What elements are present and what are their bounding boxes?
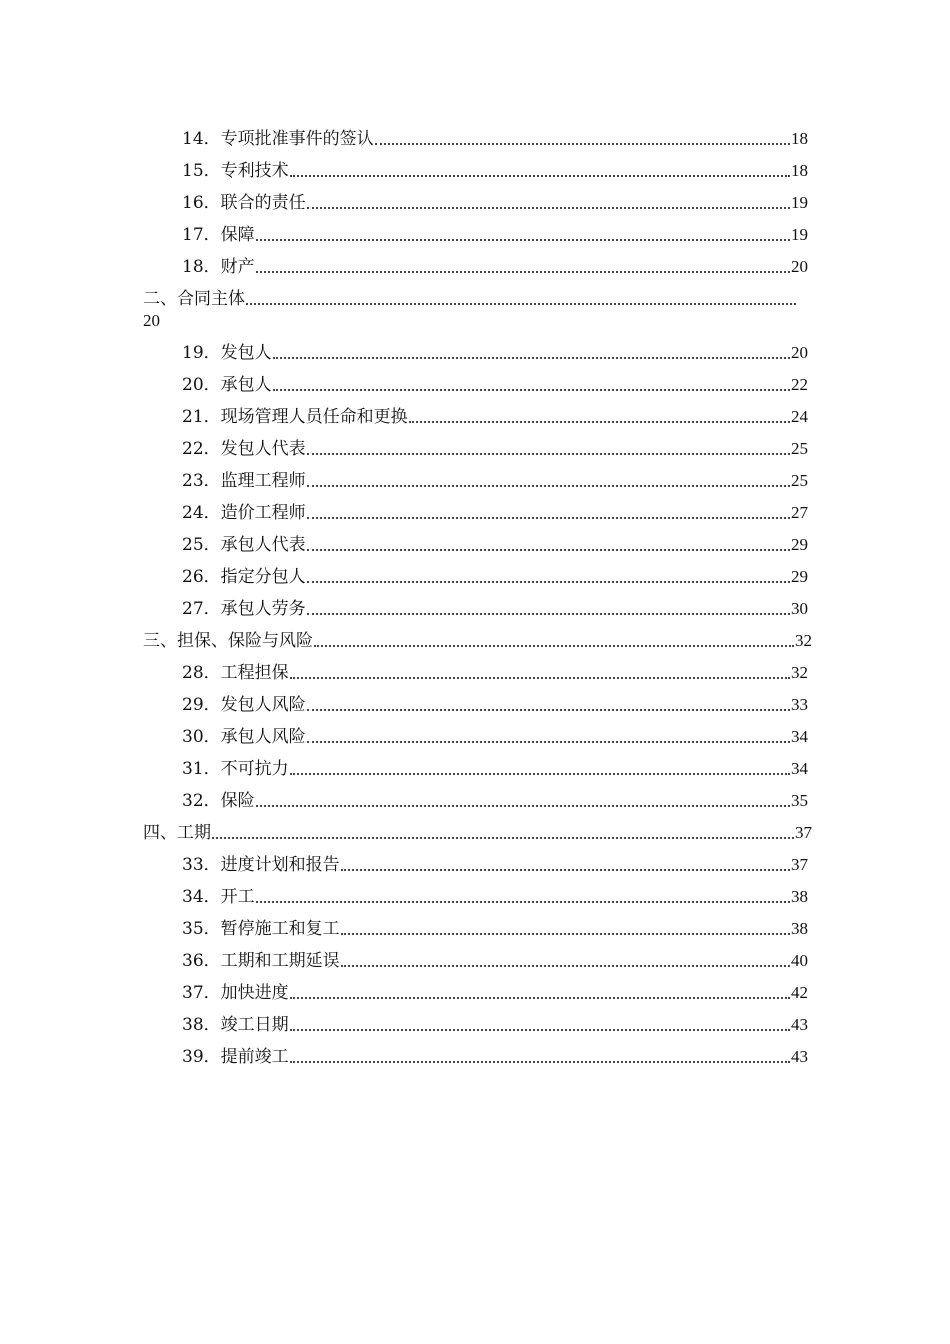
toc-entry-label: 28．工程担保	[182, 663, 289, 683]
toc-entry-label: 32．保险	[182, 791, 255, 811]
toc-entry-page-number: 18	[791, 161, 808, 180]
dot-leader	[341, 965, 790, 967]
dot-leader	[307, 549, 790, 551]
toc-entry-label: 29．发包人风险	[182, 695, 306, 715]
toc-entry-label: 24．造价工程师	[182, 503, 306, 523]
dot-leader	[409, 421, 790, 423]
dot-leader	[290, 1061, 790, 1063]
toc-entry[interactable]	[182, 224, 808, 246]
toc-entry-page-number: 18	[791, 129, 808, 148]
toc-section-entry[interactable]	[143, 630, 812, 652]
dot-leader	[290, 773, 790, 775]
toc-entry-page-number: 43	[791, 1015, 808, 1034]
dot-leader	[307, 517, 790, 519]
toc-entry-label: 30．承包人风险	[182, 727, 306, 747]
toc-entry-label: 17．保障	[182, 225, 255, 245]
toc-entry-page-number: 34	[791, 727, 808, 746]
dot-leader	[273, 357, 790, 359]
toc-entry-page-number: 29	[791, 567, 808, 586]
toc-entry-label: 二、合同主体	[143, 289, 245, 309]
toc-entry[interactable]	[182, 128, 808, 150]
toc-entry[interactable]	[182, 160, 808, 182]
toc-entry[interactable]	[182, 1046, 808, 1068]
toc-entry-label: 39．提前竣工	[182, 1047, 289, 1067]
dot-leader	[307, 453, 790, 455]
dot-leader	[290, 1029, 790, 1031]
toc-entry-page-number: 29	[791, 535, 808, 554]
dot-leader	[246, 303, 796, 305]
toc-entry-label: 27．承包人劳务	[182, 599, 306, 619]
toc-entry-label: 35．暂停施工和复工	[182, 919, 340, 939]
toc-entry-page-number: 43	[791, 1047, 808, 1066]
toc-entry[interactable]	[182, 192, 808, 214]
dot-leader	[256, 271, 790, 273]
toc-entry[interactable]	[182, 726, 808, 748]
toc-entry[interactable]	[182, 982, 808, 1004]
dot-leader	[307, 741, 790, 743]
toc-entry-label: 三、担保、保险与风险	[143, 631, 313, 651]
toc-entry-label: 37．加快进度	[182, 983, 289, 1003]
toc-entry-label: 16．联合的责任	[182, 193, 306, 213]
toc-entry-page-number: 25	[791, 471, 808, 490]
toc-entry-label: 18．财产	[182, 257, 255, 277]
toc-entry-label: 25．承包人代表	[182, 535, 306, 555]
toc-entry-page-number: 32	[795, 631, 812, 650]
toc-entry-label: 36．工期和工期延误	[182, 951, 340, 971]
toc-entry[interactable]	[182, 438, 808, 460]
dot-leader	[256, 239, 790, 241]
toc-entry[interactable]	[182, 662, 808, 684]
dot-leader	[256, 901, 790, 903]
toc-entry[interactable]	[182, 1014, 808, 1036]
toc-entry[interactable]	[182, 790, 808, 812]
toc-entry[interactable]	[182, 950, 808, 972]
toc-entry-label: 22．发包人代表	[182, 439, 306, 459]
toc-entry-page-number: 32	[791, 663, 808, 682]
toc-entry-label: 31．不可抗力	[182, 759, 289, 779]
toc-entry-page-number: 38	[791, 887, 808, 906]
toc-section-entry[interactable]	[143, 822, 812, 844]
dot-leader	[212, 837, 794, 839]
toc-entry[interactable]	[182, 374, 808, 396]
toc-entry[interactable]	[182, 406, 808, 428]
dot-leader	[375, 143, 790, 145]
dot-leader	[307, 709, 790, 711]
toc-entry-page-number: 40	[791, 951, 808, 970]
dot-leader	[273, 389, 790, 391]
toc-section-entry[interactable]	[143, 288, 797, 310]
toc-entry-page-number: 27	[791, 503, 808, 522]
toc-entry-page-number: 34	[791, 759, 808, 778]
toc-entry-page-number: 20	[791, 257, 808, 276]
toc-entry-label: 四、工期	[143, 823, 211, 843]
toc-entry-page-number: 37	[795, 823, 812, 842]
toc-entry-label: 20．承包人	[182, 375, 272, 395]
toc-entry-page-number: 22	[791, 375, 808, 394]
toc-entry-page-number: 20	[143, 311, 160, 330]
toc-entry-label: 21．现场管理人员任命和更换	[182, 407, 408, 427]
toc-entry-page-number: 42	[791, 983, 808, 1002]
dot-leader	[256, 805, 790, 807]
toc-entry-page-number: 38	[791, 919, 808, 938]
toc-entry-page-number: 35	[791, 791, 808, 810]
toc-entry-label: 34．开工	[182, 887, 255, 907]
dot-leader	[290, 997, 790, 999]
toc-entry[interactable]	[182, 502, 808, 524]
toc-entry[interactable]	[182, 598, 808, 620]
toc-entry-page-number: 33	[791, 695, 808, 714]
toc-entry-page-number: 24	[791, 407, 808, 426]
toc-entry[interactable]	[182, 886, 808, 908]
toc-entry[interactable]	[182, 470, 808, 492]
toc-entry-page-number: 25	[791, 439, 808, 458]
toc-entry[interactable]	[182, 758, 808, 780]
toc-entry[interactable]	[182, 694, 808, 716]
toc-entry[interactable]	[182, 256, 808, 278]
toc-entry-label: 19．发包人	[182, 343, 272, 363]
dot-leader	[307, 613, 790, 615]
toc-entry-label: 38．竣工日期	[182, 1015, 289, 1035]
dot-leader	[307, 485, 790, 487]
toc-entry-label: 26．指定分包人	[182, 567, 306, 587]
toc-entry-page-number: 19	[791, 225, 808, 244]
dot-leader	[341, 869, 790, 871]
toc-entry-label: 15．专利技术	[182, 161, 289, 181]
toc-entry-page-number: 19	[791, 193, 808, 212]
toc-entry-label: 33．进度计划和报告	[182, 855, 340, 875]
dot-leader	[314, 645, 794, 647]
dot-leader	[341, 933, 790, 935]
toc-entry[interactable]	[182, 342, 808, 364]
dot-leader	[307, 581, 790, 583]
dot-leader	[290, 677, 790, 679]
toc-entry-page-number: 20	[791, 343, 808, 362]
toc-entry[interactable]	[182, 566, 808, 588]
dot-leader	[307, 207, 790, 209]
toc-entry-label: 23．监理工程师	[182, 471, 306, 491]
toc-entry-label: 14．专项批准事件的签认	[182, 129, 374, 149]
dot-leader	[290, 175, 790, 177]
toc-entry[interactable]	[182, 854, 808, 876]
toc-entry[interactable]	[182, 918, 808, 940]
toc-entry-page-number: 37	[791, 855, 808, 874]
toc-entry[interactable]	[182, 534, 808, 556]
toc-entry-page-number: 30	[791, 599, 808, 618]
